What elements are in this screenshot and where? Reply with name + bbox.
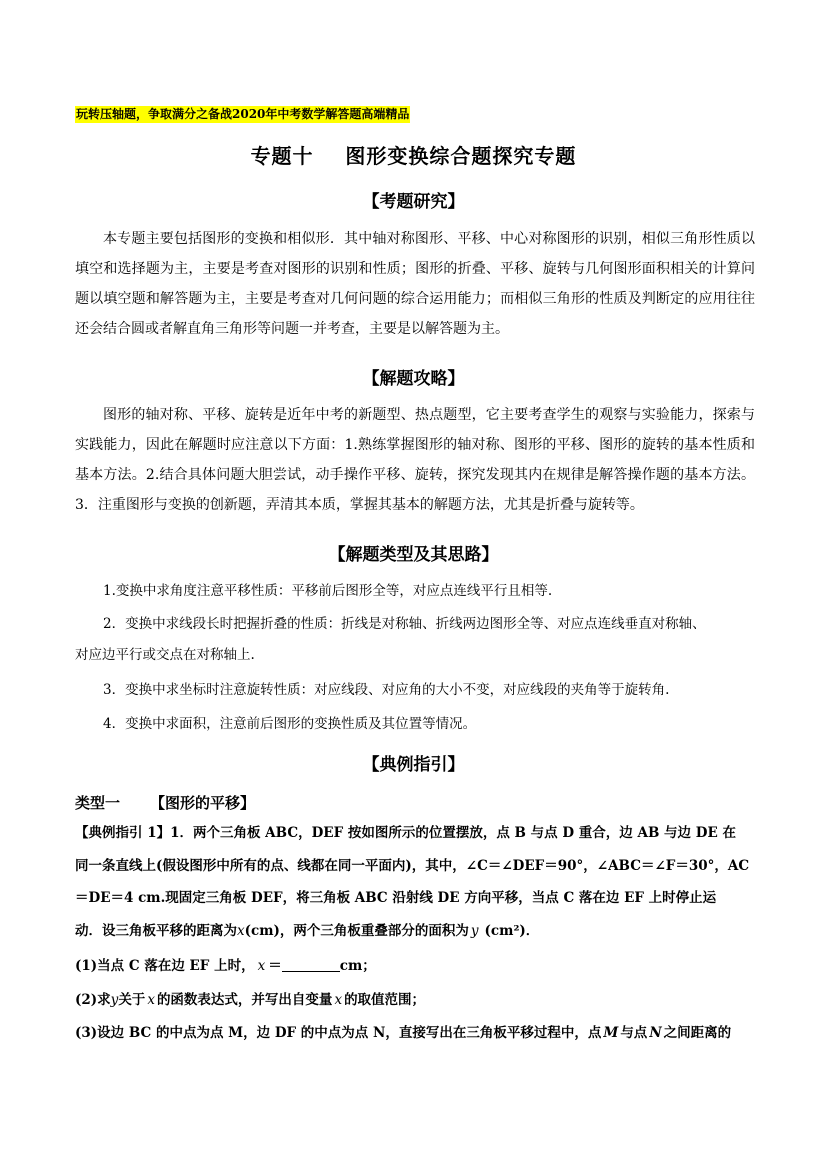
- question-3-text-a: (3)设边 BC 的中点为点 M，边 DF 的中点为点 N，直接写出在三角板平移过程中，点: [75, 1025, 602, 1041]
- example-line-4: [75, 920, 755, 942]
- type-item-2: 2．变换中求线段长时把握折叠的性质：折线是对称轴、折线两边图形全等、对应点连线垂直对称轴、: [103, 616, 706, 632]
- strategy-heading: 【解题攻略】: [362, 369, 465, 389]
- examples-heading: 【典例指引】: [362, 755, 465, 775]
- variable-x: x: [334, 992, 343, 1008]
- question-2-text-c: 的函数表达式，并写出自变量: [156, 992, 333, 1008]
- research-paragraph: 本专题主要包括图形的变换和相似形．其中轴对称图形、平移、中心对称图形的识别，相似三角形性质以填空和选择题为主，主要是考查对图形的识别和性质；图形的折叠、平移、旋转与几何图形面积相关的计算问题以填空题和解答题为主，主要是考查对几何问题的综合运用能力；而相似三角形的性质及判断定的应用往往还会结合圆或者解直角三角形等问题一并考查，主要是以解答题为主。: [75, 231, 755, 337]
- research-heading: 【考题研究】: [362, 192, 465, 212]
- question-2-text-d: 的取值范围；: [344, 992, 426, 1008]
- type-item-4: 4．变换中求面积，注意前后图形的变换性质及其位置等情况。: [103, 716, 477, 732]
- variable-x: x: [237, 923, 245, 939]
- point-n: N: [649, 1025, 662, 1041]
- answer-blank: [282, 957, 340, 972]
- question-3-text-b: 与点: [620, 1025, 648, 1041]
- question-1-text-a: (1)当点 C 落在边 EF 上时，: [75, 958, 255, 974]
- type-item-2-cont: 对应边平行或交点在对称轴上.: [75, 647, 255, 663]
- example-line-4-text-a: 动．设三角板平移的距离为: [75, 923, 237, 939]
- question-3-text-c: 之间距离的: [663, 1025, 732, 1041]
- example-line-2: 同一条直线上(假设图形中所有的点、线都在同一平面内)，其中，∠C＝∠DEF＝90°，∠ABC＝∠F＝30°，AC: [75, 858, 750, 874]
- page-title: 专题十 图形变换综合题探究专题: [250, 144, 577, 168]
- example-line-1: 【典例指引 1】1．两个三角板 ABC，DEF 按如图所示的位置摆放，点 B 与点 D 重合，边 AB 与边 DE 在: [75, 825, 736, 841]
- highlight-banner: 玩转压轴题，争取满分之备战2020年中考数学解答题高端精品: [76, 107, 410, 121]
- question-2-text-b: 关于: [118, 992, 146, 1008]
- variable-x: x: [257, 958, 266, 974]
- type-item-1: 1.变换中求角度注意平移性质：平移前后图形全等，对应点连线平行且相等.: [103, 583, 553, 599]
- variable-x: x: [147, 992, 155, 1008]
- variable-y: y: [470, 923, 479, 939]
- example-line-4-text-b: (cm)，两个三角板重叠部分的面积为: [244, 923, 469, 939]
- question-1-text-c: cm；: [339, 958, 376, 974]
- question-2: [75, 989, 755, 1011]
- question-2-text-a: (2)求: [75, 992, 111, 1008]
- types-heading: 【解题类型及其思路】: [328, 545, 499, 565]
- question-1-equals: ＝: [268, 958, 282, 974]
- type-one-label: 类型一: [75, 794, 121, 812]
- type-item-3: 3．变换中求坐标时注意旋转性质：对应线段、对应角的大小不变，对应线段的夹角等于旋转角.: [103, 682, 670, 698]
- type-one-heading: [75, 792, 255, 813]
- strategy-paragraph: 图形的轴对称、平移、旋转是近年中考的新题型、热点题型，它主要考查学生的观察与实验能力，探索与实践能力，因此在解题时应注意以下方面：1.熟练掌握图形的轴对称、图形的平移、图形的旋转的基本性质和基本方法。2.结合具体问题大胆尝试，动手操作平移、旋转，探究发现其内在规律是解答操作题的基本方法。3．注重图形与变换的创新题，弄清其本质，掌握其基本的解题方法，尤其是折叠与旋转等。: [75, 407, 755, 513]
- example-line-3: ＝DE＝4 cm.现固定三角板 DEF，将三角板 ABC 沿射线 DE 方向平移，当点 C 落在边 EF 上时停止运: [75, 890, 717, 906]
- point-m: M: [603, 1025, 619, 1041]
- example-line-4-text-c: (cm²)．: [484, 923, 540, 939]
- variable-y: y: [110, 992, 119, 1008]
- question-3: [75, 1022, 755, 1044]
- type-one-name: 【图形的平移】: [150, 794, 256, 812]
- question-1: [75, 955, 755, 977]
